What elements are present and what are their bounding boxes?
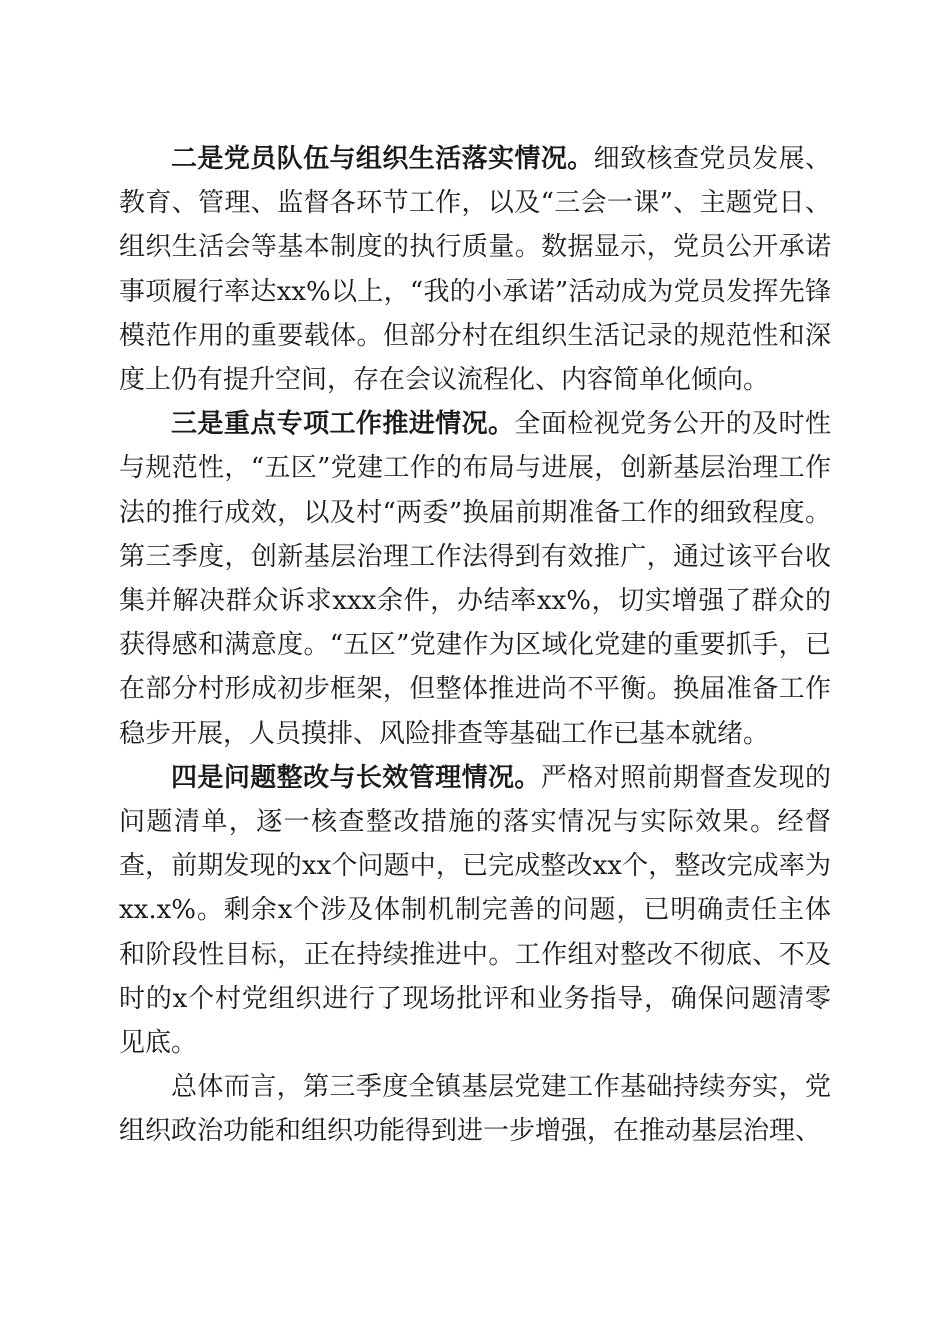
paragraph-text: 严格对照前期督查发现的问题清单，逐一核查整改措施的落实情况与实际效果。经督查，前期发现的xx个问题中，已完成整改xx个，整改完成率为xx.x%。剩余x个涉及体制机制完善的问题，已明确责任主体和阶段性目标，正在持续推进中。工作组对整改不彻底、不及时的x个村党组织进行了现场批评和业务指导，确保问题清零见底。	[119, 762, 831, 1059]
paragraph-text: 全面检视党务公开的及时性与规范性，“五区”党建工作的布局与进展，创新基层治理工作法的推行成效，以及村“两委”换届前期准备工作的细致程度。第三季度，创新基层治理工作法得到有效推广，通过该平台收集并解决群众诉求xxx余件，办结率xx%，切实增强了群众的获得感和满意度。“五区”党建作为区域化党建的重要抓手，已在部分村形成初步框架，但整体推进尚不平衡。换届准备工作稳步开展，人员摸排、风险排查等基础工作已基本就绪。	[119, 409, 831, 749]
paragraph-heading: 三是重点专项工作推进情况。	[171, 409, 515, 440]
paragraph-text: 总体而言，第三季度全镇基层党建工作基础持续夯实，党组织政治功能和组织功能得到进一步增强，在推动基层治理、	[119, 1072, 831, 1147]
paragraph-rectification	[119, 756, 831, 1065]
paragraph-heading: 二是党员队伍与组织生活落实情况。	[171, 144, 594, 174]
paragraph-text: 细致核查党员发展、教育、管理、监督各环节工作，以及“三会一课”、主题党日、组织生活会等基本制度的执行质量。数据显示，党员公开承诺事项履行率达xx%以上，“我的小承诺”活动成为党员发挥先锋模范作用的重要载体。但部分村在组织生活记录的规范性和深度上仍有提升空间，存在会议流程化、内容简单化倾向。	[119, 144, 831, 396]
paragraph-summary	[119, 1065, 831, 1153]
paragraph-heading: 四是问题整改与长效管理情况。	[171, 762, 541, 793]
document-body	[119, 137, 831, 1154]
paragraph-key-special-work	[119, 402, 831, 756]
paragraph-party-member-team	[119, 137, 831, 402]
